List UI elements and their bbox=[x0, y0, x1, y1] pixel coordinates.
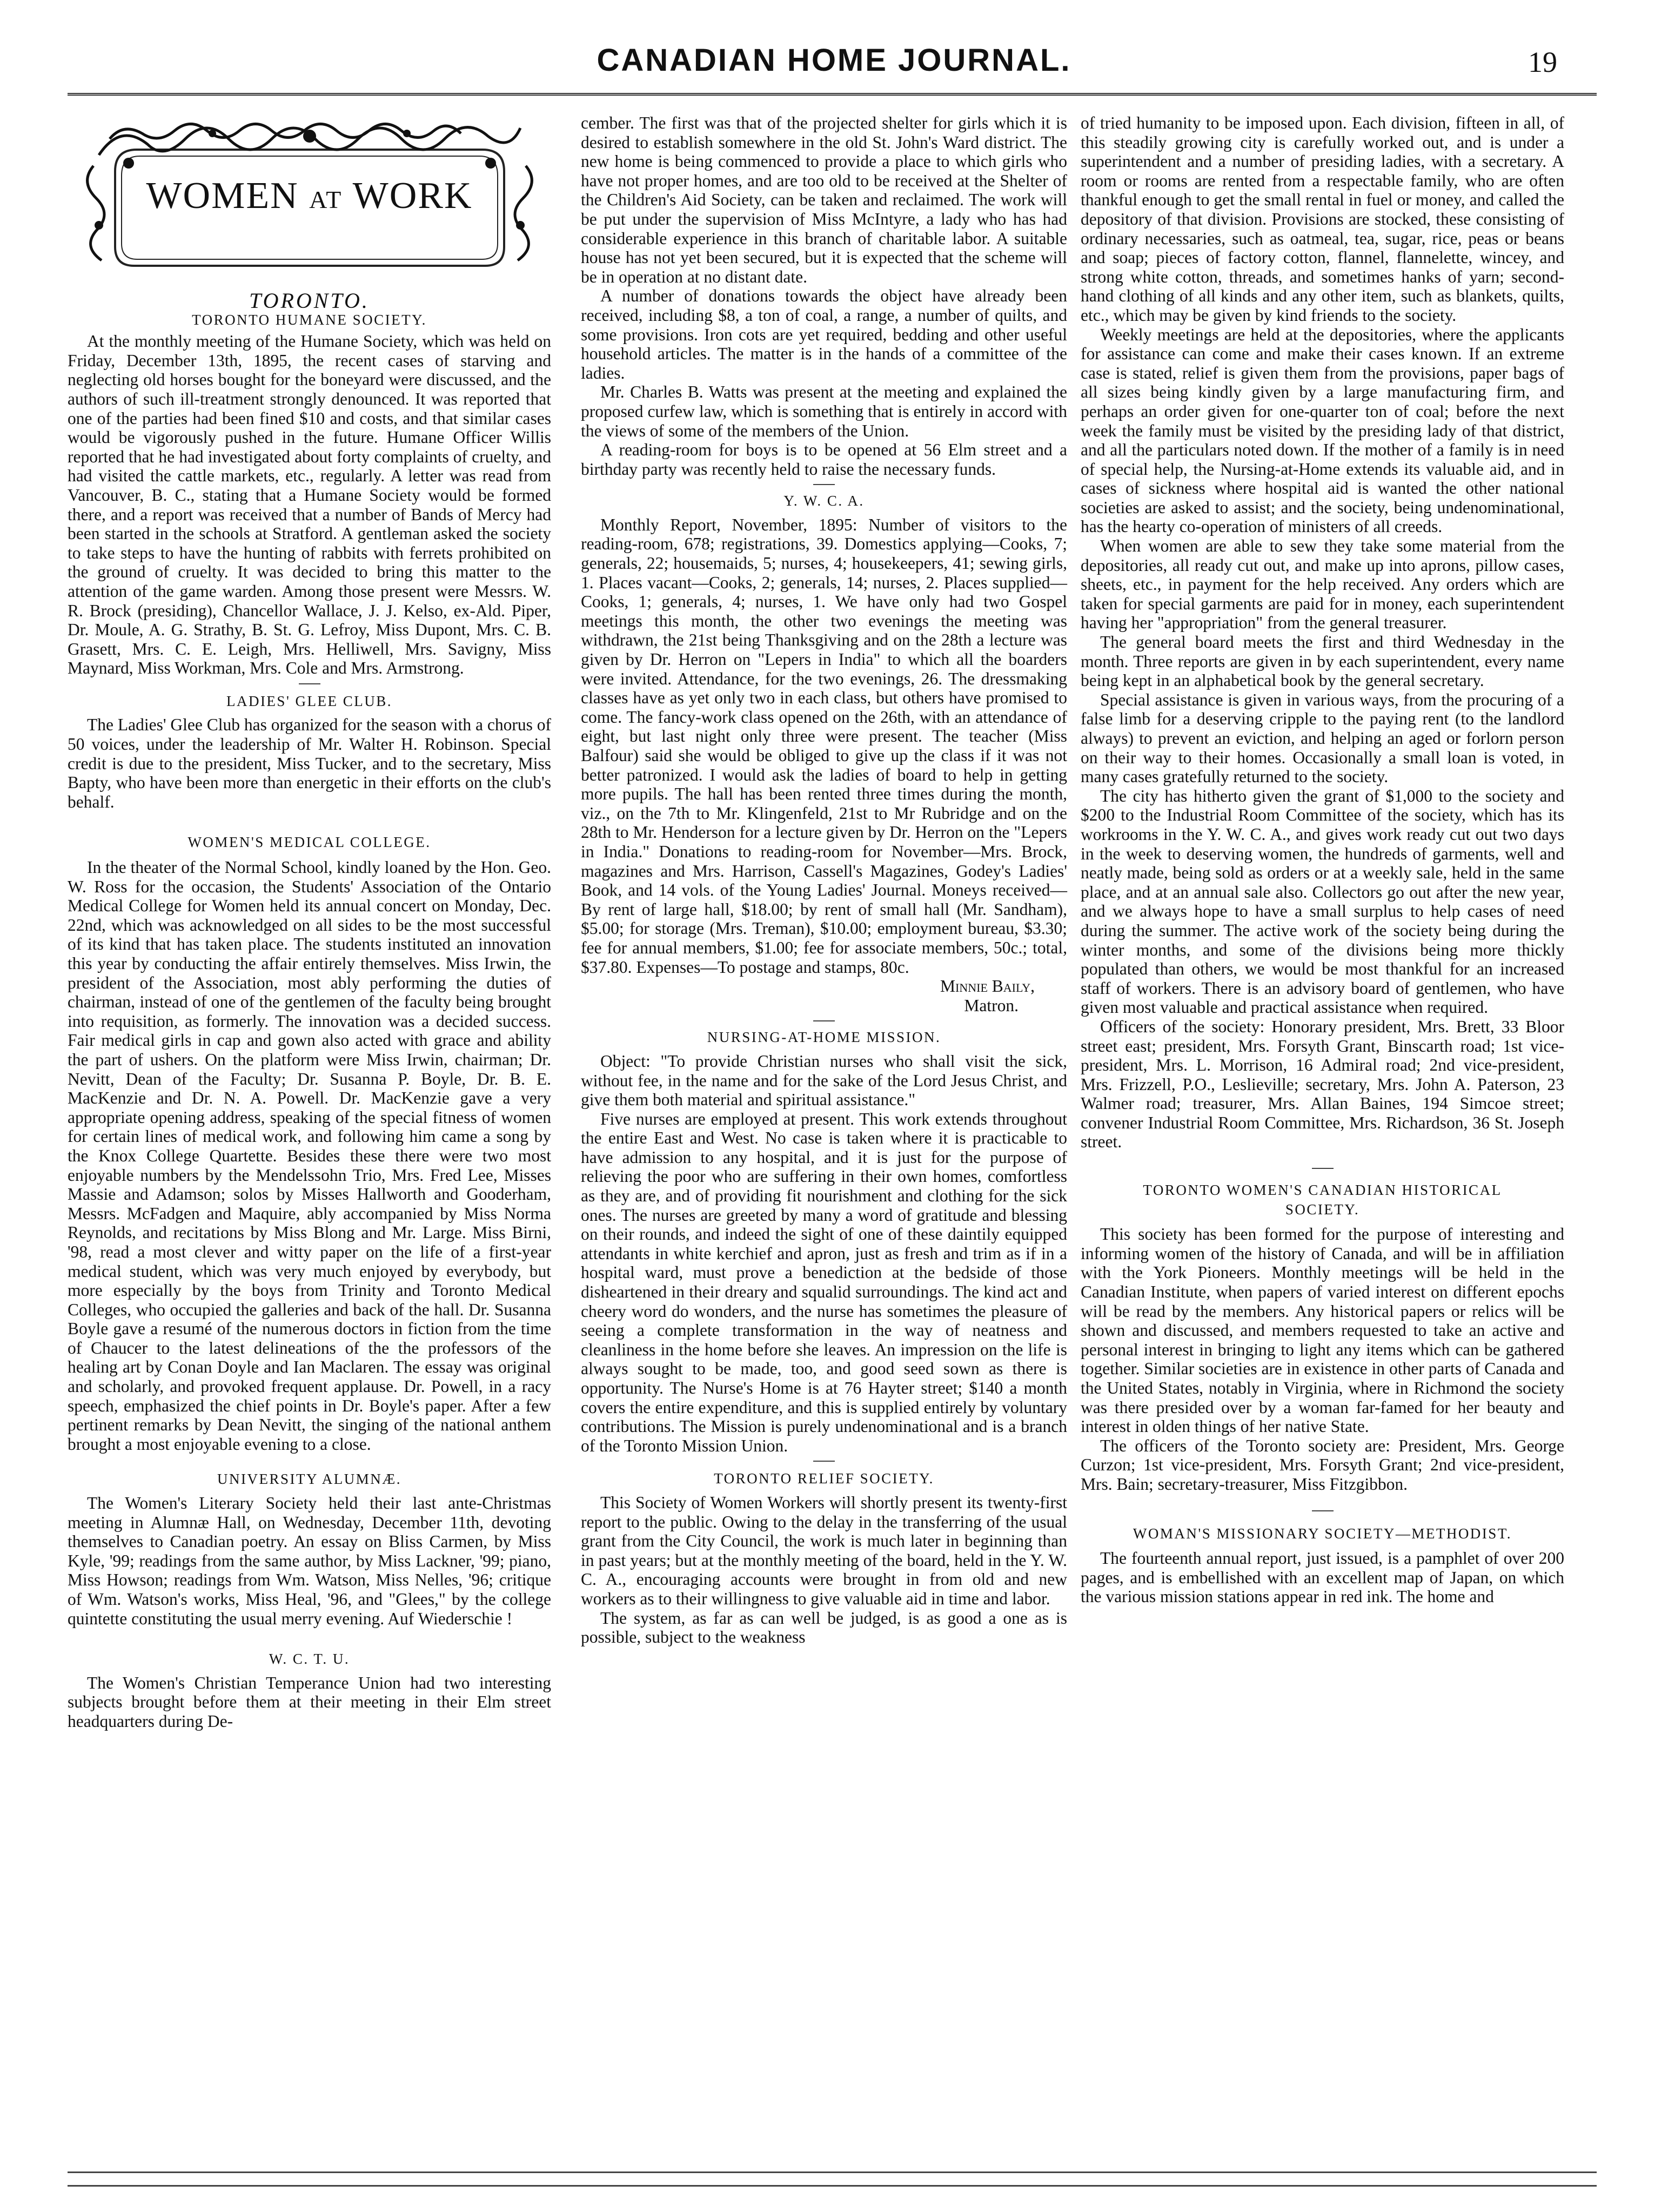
banner-title bbox=[77, 175, 542, 217]
wctu-continued-text: cember. The first was that of the projected shelter for girls which it is desired to establish somewhere in the old St. John's Ward district. The new home is being commenced to provide a place to which girls who have not proper homes, and are too old to be received at the Shelter of the Children's Aid Society, can be taken and reclaimed. The work will be put under the supervision of Miss McIntyre, a lady who has had considerable experience in this branch of charitable labor. A suitable house has not yet been secured, but it is expected that the scheme will be in operation at no distant date. bbox=[581, 113, 1067, 286]
bottom-rule bbox=[68, 2171, 1597, 2187]
historical-society-text: This society has been formed for the purpose of interesting and informing women of the history of Canada, and will be in affiliation with the York Pioneers. Monthly meetings will be held in the Canadian Institute, when papers of varied interest on different epochs will be read by the members. Any historical papers or relics will be shown and discussed, and members requested to take an active and personal interest in bringing to light any items which can be gathered together. Similar societies are in existence in other parts of Canada and the United States, notably in Virginia, where in Richmond the society was there presided over by a woman far-famed for her beauty and interest in olden things of her native State. bbox=[1081, 1225, 1564, 1436]
nursing-mission-object-text: Object: "To provide Christian nurses who shall visit the sick, without fee, in the name and for the sake of the Lord Jesus Christ, and give them both material and spiritual assistance." bbox=[581, 1051, 1067, 1110]
page-number: 19 bbox=[1528, 46, 1557, 78]
section-divider bbox=[813, 1020, 835, 1021]
relief-grant-text: The city has hitherto given the grant of $1,000 to the society and $200 to the Industrial Room Committee of the society, which has its workrooms in the Y. W. C. A., and gives work ready cut out two days in the week to deserving women, the hundreds of garments, well and neatly made, being sold as orders or at a weekly sale, held in the same place, and at an annual sale also. Collectors go out after the new year, and we always hope to have a small surplus to help cases of need during the summer. The active work of the society being during the winter months, and some of the divisions being more thickly populated than others, we would be most thankful for an increased staff of workers. There is an advisory board of gentlemen, who have given most valuable and practical assistance when required. bbox=[1081, 786, 1564, 1017]
medical-college-text: In the theater of the Normal School, kindly loaned by the Hon. Geo. W. Ross for the occasion, the Students' Association of the Ontario Medical College for Women held its annual concert on Monday, Dec. 22nd, which was acknowledged on all sides to be the most successful of its kind that has taken place. The students instituted an innovation this year by conducting the affair entirely themselves. Miss Irwin, the president of the Association, most ably performing the duties of chairman, instead of one of the gentlemen of the faculty being brought into requisition, as formerly. The innovation was a decided success. Fair medical girls in cap and gown also acted with grace and ability the part of ushers. On the platform were Miss Irwin, chairman; Dr. Nevitt, Dean of the Faculty; Dr. Susanna P. Boyle, Dr. B. E. MacKenzie and Dr. N. A. Powell. Dr. MacKenzie gave a very appropriate opening address, speaking of the special fitness of women for certain lines of medical work, and following him came a song by the Knox College Quartette. Besides these there were two most enjoyable numbers by the Mendelssohn Trio, Mrs. Fred Lee, Misses Massie and Adamson; solos by Misses Hallworth and Gooderham, Messrs. McFadgen and Maquire, ably accompanied by Miss Norma Reynolds, and recitations by Miss Blong and Mr. Large. Miss Birni, '98, read a most clever and witty paper on the life of a first-year medical student, which was very much enjoyed by everybody, but more especially by the boys from Trinity and Toronto Medical Colleges, who occupied the galleries and back of the hall. Dr. Susanna Boyle gave a resumé of the numerous doctors in fiction from the time of Chaucer to the latest delineations of the the professors of the healing art by Conan Doyle and Ian Maclaren. The essay was original and scholarly, and provoked frequent applause. Dr. Powell, in a racy speech, emphasized the chief points in Dr. Boyle's paper. After a few pertinent remarks by Dean Nevitt, the singing of the national anthem brought a most enjoyable evening to a close. bbox=[68, 858, 551, 1454]
medical-college-heading: WOMEN'S MEDICAL COLLEGE. bbox=[187, 834, 431, 851]
masthead: CANADIAN HOME JOURNAL. bbox=[597, 43, 1071, 78]
nursing-mission-text: Five nurses are employed at present. This work extends throughout the entire East and West. No case is taken where it is practicable to have admission to any hospital, and it is just for the purpose of relieving the poor who are suffering in their own homes, comfortless as they are, and of providing fit nourishment and clothing for the sick ones. The nurses are greeted by many a word of gratitude and blessing on their rounds, and indeed the sight of one of these daintily equipped attendants in white kerchief and apron, just as fresh and trim as if in a hospital ward, must prove a benediction at the bedside of those disheartened in their dreary and squalid surroundings. The kind act and cheery word do wonders, and the nurse has sometimes the pleasure of seeing a complete transformation in the way of neatness and cleanliness in the home before she leaves. An impression on the life is always sought to be made, too, and good seed sown as there is opportunity. The Nurse's Home is at 76 Hayter street; $140 a month covers the entire expenditure, and this is supplied entirely by voluntary contributions. The Mission is purely undenominational and is a branch of the Toronto Mission Union. bbox=[581, 1109, 1067, 1455]
nursing-mission-heading: NURSING-AT-HOME MISSION. bbox=[707, 1029, 941, 1046]
relief-officers-text: Officers of the society: Honorary president, Mrs. Brett, 33 Bloor street east; president, Mrs. Forsyth Grant, Binscarth road; 1st vice-president, Mrs. L. Morrison, 16 Admiral road; 2nd vice-president, Mrs. Frizzell, P.O., Leslieville; secretary, Mrs. John A. Paterson, 23 Walmer road; treasurer, Mrs. Allan Baines, 194 Simcoe street; convener Industrial Room Committee, Mrs. Richardson, 36 St. Joseph street. bbox=[1081, 1017, 1564, 1152]
wctu-reading-room-text: A reading-room for boys is to be opened at 56 Elm street and a birthday party was recently held to raise the necessary funds. bbox=[581, 440, 1067, 479]
wctu-donations-text: A number of donations towards the object have already been received, including $8, a ton of coal, a range, a number of quilts, and some provisions. Iron cots are yet required, bedding and other useful household articles. The matter is in the hands of a committee of the ladies. bbox=[581, 286, 1067, 382]
wctu-text: The Women's Christian Temperance Union had two interesting subjects brought before them at their meeting in their Elm street headquarters during De- bbox=[68, 1673, 551, 1731]
alumnae-text: The Women's Literary Society held their last ante-Christmas meeting in Alumnæ Hall, on Wednesday, December 11th, devoting themselves to Canadian poetry. An essay on Bliss Carmen, by Miss Kyle, '99; readings from the same author, by Miss Lackner, '99; piano, Miss Howson; readings from Wm. Watson, Miss Nelles, '96; critique of Wm. Watson's works, Miss Heal, '96, and "Glees," by the college quintette constituting the usual merry evening. Auf Wiederschie ! bbox=[68, 1494, 551, 1628]
relief-society-system-text: The system, as far as can well be judged, is as good a one as is possible, subject to the weakness bbox=[581, 1608, 1067, 1647]
historical-officers-text: The officers of the Toronto society are: President, Mrs. George Curzon; 1st vice-president, Mrs. Forsyth Grant; 2nd vice-president, Mrs. Bain; secretary-treasurer, Miss Fitzgibbon. bbox=[1081, 1436, 1564, 1494]
header-rule bbox=[68, 93, 1597, 96]
section-divider bbox=[813, 1461, 835, 1462]
relief-special-assistance-text: Special assistance is given in various ways, from the procuring of a false limb for a deserving cripple to the paying rent (to the landlord always) to prevent an eviction, and helping an aged or forlorn person on their way to their homes. Occasionally a small loan is voted, in many cases gratefully returned to the society. bbox=[1081, 690, 1564, 786]
relief-society-heading: TORONTO RELIEF SOCIETY. bbox=[714, 1470, 934, 1487]
toronto-heading: TORONTO. bbox=[249, 288, 370, 313]
glee-club-heading: LADIES' GLEE CLUB. bbox=[226, 692, 393, 709]
historical-society-heading: TORONTO WOMEN'S CANADIAN HISTORICAL bbox=[1143, 1182, 1502, 1199]
relief-continued-text: of tried humanity to be imposed upon. Each division, fifteen in all, of this steadily growing city is carefully worked out, and is under a superintendent and a number of presiding ladies, with a secretary. A room or rooms are rented from a respectable family, who are often thankful enough to get the small rental in fuel or money, and called the depository of that division. Provisions are stocked, these consisting of ordinary necessaries, such as oatmeal, tea, sugar, rice, peas or beans and soap; pieces of factory cotton, flannel, flannelette, wincey, and strong white cotton, threads, and sometimes hanks of yarn; second-hand clothing of all kinds and any other item, such as blankets, quilts, etc., which may be given by kind friends to the society. bbox=[1081, 113, 1564, 325]
relief-society-text: This Society of Women Workers will shortly present its twenty-first report to the public. Owing to the delay in the transferring of the usual grant from the City Council, the work is much later in beginning than in past years; but at the monthly meeting of the board, held in the Y. W. C. A., encouraging accounts were brought in from old and new workers as to their willingness to give valuable aid in time and labor. bbox=[581, 1492, 1067, 1608]
wctu-heading: W. C. T. U. bbox=[269, 1651, 350, 1668]
missionary-society-heading: WOMAN'S MISSIONARY SOCIETY—METHODIST. bbox=[1133, 1525, 1512, 1542]
relief-sewing-text: When women are able to sew they take some material from the depositories, all ready cut out, and make up into aprons, pillow cases, sheets, etc., in payment for the help received. Any orders which are taken for special garments are paid for in money, each superintendent having her "appropriation" from the general treasurer. bbox=[1081, 536, 1564, 633]
missionary-society-text: The fourteenth annual report, just issued, is a pamphlet of over 200 pages, and is embellished with an excellent map of Japan, on which the various mission stations appear in red ink. The home and bbox=[1081, 1549, 1564, 1606]
banner-word-women: WOMEN bbox=[146, 175, 299, 217]
humane-society-text: At the monthly meeting of the Humane Society, which was held on Friday, December 13th, 1895, the recent cases of starving and neglecting old horses bought for the boneyard were discussed, and the authors of such ill-treatment strongly denounced. It was reported that one of the parties had been fined $10 and costs, and that similar cases would be vigorously pushed in the future. Humane Officer Willis reported that he had investigated about forty complaints of cruelty, and had visited the cattle markets, etc., regularly. A letter was read from Vancouver, B. C., stating that a Humane Society would be formed there, and a report was received that a number of Bands of Mercy had been started in the schools at Stratford. A gentleman asked the society to take steps to have the hunting of rabbits with ferrets prohibited on the ground of cruelty. It was decided to bring this matter to the attention of the game warden. Among those present were Messrs. W. R. Brock (presiding), Chancellor Wallace, J. J. Kelso, ex-Ald. Piper, Dr. Moule, A. G. Strathy, B. St. G. Lefroy, Miss Dupont, Mrs. C. B. Grasett, Mrs. C. E. Leigh, Mrs. Helliwell, Mrs. Savigny, Miss Maynard, Miss Workman, Mrs. Cole and Mrs. Armstrong. bbox=[68, 332, 551, 678]
banner-word-work: WORK bbox=[352, 175, 473, 217]
ywca-signature-title: Matron. bbox=[964, 996, 1019, 1015]
ywca-heading: Y. W. C. A. bbox=[783, 493, 865, 509]
section-divider bbox=[813, 484, 835, 485]
column-3 bbox=[1081, 113, 1564, 1606]
relief-board-text: The general board meets the first and third Wednesday in the month. Three reports are given in by each superintendent, every name being kept in an alphabetical book by the general secretary. bbox=[1081, 633, 1564, 690]
women-at-work-banner bbox=[77, 117, 542, 274]
banner-word-at: AT bbox=[309, 186, 343, 213]
alumnae-heading: UNIVERSITY ALUMNÆ. bbox=[217, 1471, 401, 1488]
column-1 bbox=[68, 111, 551, 1731]
wctu-curfew-text: Mr. Charles B. Watts was present at the meeting and explained the proposed curfew law, which is something that is entirely in accord with the views of some of the members of the Union. bbox=[581, 382, 1067, 440]
running-head bbox=[0, 38, 1668, 86]
ywca-signature-name: Minnie Baily, bbox=[940, 977, 1035, 996]
column-2 bbox=[581, 113, 1067, 1647]
historical-society-heading-line-2: SOCIETY. bbox=[1285, 1201, 1360, 1218]
section-divider bbox=[1312, 1510, 1334, 1511]
humane-society-heading: TORONTO HUMANE SOCIETY. bbox=[192, 311, 427, 328]
relief-weekly-meetings-text: Weekly meetings are held at the depositories, where the applicants for assistance can come and make their cases known. If an extreme case is stated, relief is given them from the provisions, paper bags of all sizes being kindly given by a large manufacturing firm, and perhaps an order given for one-quarter ton of coal; before the next week the family must be visited by the presiding lady of that district, and all the particulars noted down. If the mother of a family is in need of special help, the Nursing-at-Home extends its valuable aid, and in cases of sickness where hospital aid is wanted the other national societies are asked to assist; and the society, being undenominational, has the hearty co-operation of ministers of all creeds. bbox=[1081, 325, 1564, 536]
ywca-report-text: Monthly Report, November, 1895: Number of visitors to the reading-room, 678; registrations, 39. Domestics applying—Cooks, 7; generals, 22; housemaids, 5; nurses, 4; housekeepers, 41; sewing girls, 1. Places vacant—Cooks, 2; generals, 14; nurses, 2. Places supplied—Cooks, 1; generals, 4; nurses, 1. We have only had two Gospel meetings this month, the other two evenings the meeting was withdrawn, the 21st being Thanksgiving and on the 28th a lecture was given by Dr. Herron on "Lepers in India" to which all the boarders were invited. Attendance, for the two evenings, 26. The dressmaking classes have as yet only two in each class, but others have promised to come. The fancy-work class opened on the 26th, with an attendance of eight, but last night only three were present. The teacher (Miss Balfour) said she would be obliged to give up the class if it was not better patronized. I would ask the ladies of board to help in getting more pupils. The hall has been rented three times during the month, viz., on the 7th to Mr. Klingenfeld, 21st to Mr Rubridge and on the 28th to Mr. Henderson for a lecture given by Dr. Herron on the "Lepers in India." Donations to reading-room for November—Mrs. Brock, magazines and Mrs. Harrison, Cassell's Magazines, Godey's Ladies' Book, and 14 vols. of the Young Ladies' Journal. Moneys received—By rent of large hall, $18.00; by rent of small hall (Mr. Sandham), $5.00; for storage (Mrs. Treman), $10.00; employment bureau, $3.30; fee for annual members, $1.00; fee for associate members, 50c.; total, $37.80. Expenses—To postage and stamps, 80c. bbox=[581, 515, 1067, 977]
glee-club-text: The Ladies' Glee Club has organized for the season with a chorus of 50 voices, under the leadership of Mr. Walter H. Robinson. Special credit is due to the president, Miss Tucker, and to the secretary, Miss Bapty, who have been more than energetic in their efforts on the club's behalf. bbox=[68, 715, 551, 811]
section-divider bbox=[299, 683, 320, 684]
section-divider bbox=[1312, 1168, 1334, 1169]
